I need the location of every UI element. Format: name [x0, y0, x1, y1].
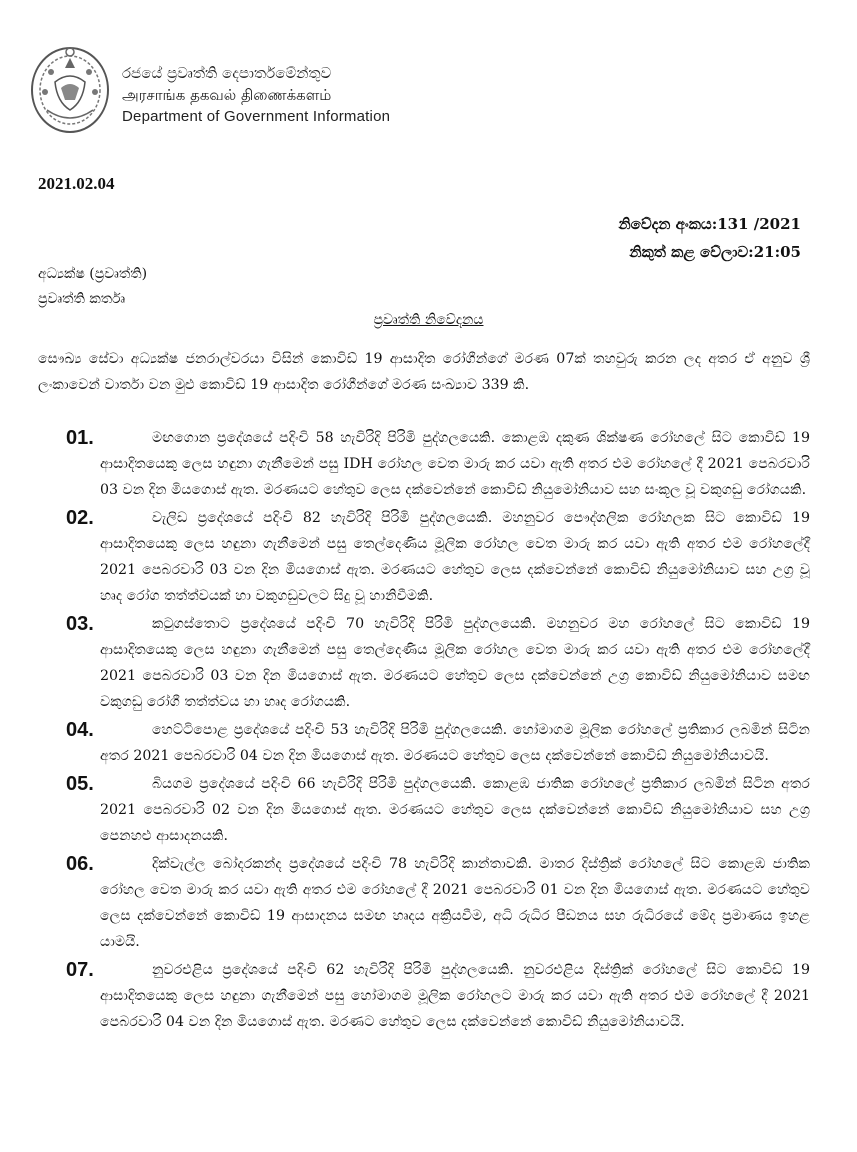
list-item: [38, 771, 810, 849]
item-text: හෙට්ටිපොළ ප්‍රදේශයේ පදිංචි 53 හැවිරිදි පිරිමි පුද්ගලයෙකි. හෝමාගම මූලික රෝහලේ ප්‍රතිකාර ලබමින් සිටින අතර 2021 පෙබරවාරි 04 වන දින මියගොස් ඇත. මරණයට හේතුව ලෙස දක්වෙන්නේ කොවිඩ් නියුමෝනියාවයි.: [100, 722, 810, 764]
item-number: 04.: [66, 719, 94, 741]
item-text: මඟගොන ප්‍රදේශයේ පදිංචි 58 හැවිරිදි පිරිමි පුද්ගලයෙකි. කොළඹ දකුණ ශික්ෂණ රෝහලේ සිට කොවිඩ් 19 ආසාදිතයෙකු ලෙස හඳුනා ගැනීමෙන් පසු IDH රෝහල වෙත මාරු කර යවා ඇති අතර එම රෝහලේ දී 2021 පෙබරවාරි 03 වන දින මියගොස් ඇත. මරණයට හේතුව ලෙස දක්වෙන්නේ කොවිඩ් නියුමෝනියාව සහ සංකූල වූ වකුගඩු රෝගයකි.: [100, 430, 810, 498]
recipient-director: අධ්‍යක්ෂ (ප්‍රවෘත්ති): [38, 266, 148, 282]
item-text: නුවරඑළිය ප්‍රදේශයේ පදිංචි 62 හැවිරිදි පිරිමි පුද්ගලයෙකි. නුවරඑළිය දිස්ත්‍රික් රෝහලේ සිට කොවිඩ් 19 ආසාදිතයෙකු ලෙස හඳුනා ගැනීමෙන් පසු හෝමාගම මූලික රෝහලට මාරු කර යවා ඇති අතර එම රෝහලේ දී 2021 පෙබරවාරි 04 වන දින මියගොස් ඇත. මරණට හේතුව ලෙස දක්වෙන්නේ කොවිඩ් නියුමෝනියාවයි.: [100, 962, 810, 1030]
item-text: බියගම ප්‍රදේශයේ පදිංචි 66 හැවිරිදි පිරිමි පුද්ගලයෙකි. කොළඹ ජාතික රෝහලේ ප්‍රතිකාර ලබමින් සිටින අතර 2021 පෙබරවාරි 02 වන දින මියගොස් ඇත. මරණයට හේතුව ලෙස දක්වෙන්නේ කොවිඩ් නියුමෝනියාව සහ උග්‍ර පෙනහළු ආසාදනයකි.: [100, 776, 810, 844]
release-time: නිකුත් කළ වේලාව:21:05: [629, 243, 801, 261]
government-emblem-icon: [27, 40, 113, 136]
list-item: [38, 505, 810, 609]
item-number: 07.: [66, 959, 94, 981]
list-item: [38, 851, 810, 955]
recipient-editor: ප්‍රවෘත්ති කර්තෘ: [38, 291, 126, 307]
item-number: 02.: [66, 507, 94, 529]
item-number: 03.: [66, 613, 94, 635]
department-name-block: [122, 62, 390, 128]
department-name-tamil: அரசாங்க தகவல் திணைக்களம்: [122, 86, 332, 104]
item-text: වැලිඩ ප්‍රදේශයේ පදිංචි 82 හැවිරිදි පිරිමි පුද්ගලයෙකි. මහනුවර පෞද්ගලික රෝහලක සිට කොවිඩ් 19 ආසාදිතයෙකු ලෙස හඳුනා ගැනීමෙන් පසු තෙල්දෙණිය මූලික රෝහල වෙත මාරු කර යවා ඇති අතර එම රෝහලේදී 2021 පෙබරවාරි 03 වන දින මියගොස් ඇත. මරණයට හේතුව ලෙස දක්වෙන්නේ කොවිඩ් නියුමෝනියාව සහ උග්‍ර වූ හෘද රෝග තත්ත්වයක් හා වකුගඩුවලට සිදු වූ හානිවීමකි.: [100, 510, 810, 604]
item-number: 05.: [66, 773, 94, 795]
item-text: කටුගස්තොට ප්‍රදේශයේ පදිංචි 70 හැවිරිදි පිරිමි පුද්ගලයෙකි. මහනුවර මහ රෝහලේ සිට කොවිඩ් 19 ආසාදිතයෙකු ලෙස හඳුනා ගැනීමෙන් පසු තෙල්දෙණිය මූලික රෝහල වෙත මාරු කර යවා ඇති අතර එම රෝහලේදී 2021 පෙබරවාරි 03 වන දින මියගොස් ඇත. මරණයට හේතුව ලෙස දක්වෙන්නේ උග්‍ර කොවිඩ් නියුමෝනියාව සමඟ වකුගඩු රෝගී තත්ත්වය හා හෘද රෝගයකි.: [100, 616, 810, 710]
recipients-block: [38, 262, 147, 312]
deaths-list: [38, 425, 810, 1037]
department-name-english: Department of Government Information: [122, 108, 391, 125]
intro-paragraph: සෞඛ්‍ය සේවා අධ්‍යක්ෂ ජනරාල්වරයා විසින් කොවිඩ් 19 ආසාදිත රෝගීන්ගේ මරණ 07ක් තහවුරු කරන ලද අතර ඒ අනුව ශ්‍රී ලංකාවෙන් වාර්තා වන මුළු කොවිඩ් 19 ආසාදිත රෝගීන්ගේ මරණ සංඛ්‍යාව 339 කි.: [38, 351, 810, 393]
release-date: 2021.02.04: [38, 174, 115, 193]
item-number: 01.: [66, 427, 94, 449]
list-item: [38, 717, 810, 769]
list-item: [38, 611, 810, 715]
reference-block: [618, 210, 801, 266]
document-title: ප්‍රවෘත්ති නිවේදනය: [373, 312, 484, 328]
item-number: 06.: [66, 853, 94, 875]
release-number: නිවේදන අංකය:131 /2021: [618, 215, 801, 233]
list-item: [38, 425, 810, 503]
department-name-sinhala: රජයේ ප්‍රවෘත්ති දෙපාර්තමේන්තුව: [122, 64, 332, 82]
list-item: [38, 957, 810, 1035]
item-text: දික්වැල්ල බෝදරකන්ද ප්‍රදේශයේ පදිංචි 78 හැවිරිදි කාන්තාවකි. මාතර දිස්ත්‍රික් රෝහලේ සිට කොළඹ ජාතික රෝහල වෙත මාරු කර යවා ඇති අතර එම රෝහලේ දී 2021 පෙබරවාරි 01 වන දින මියගොස් ඇත. මරණයට හේතුව ලෙස දක්වෙන්නේ කොවිඩ් 19 ආසාදනය සමඟ හෘදය අක්‍රියවීම, අධි රුධිර පීඩනය සහ රුධිරයේ මේද ප්‍රමාණය ඉහළ යාමයි.: [100, 856, 810, 950]
